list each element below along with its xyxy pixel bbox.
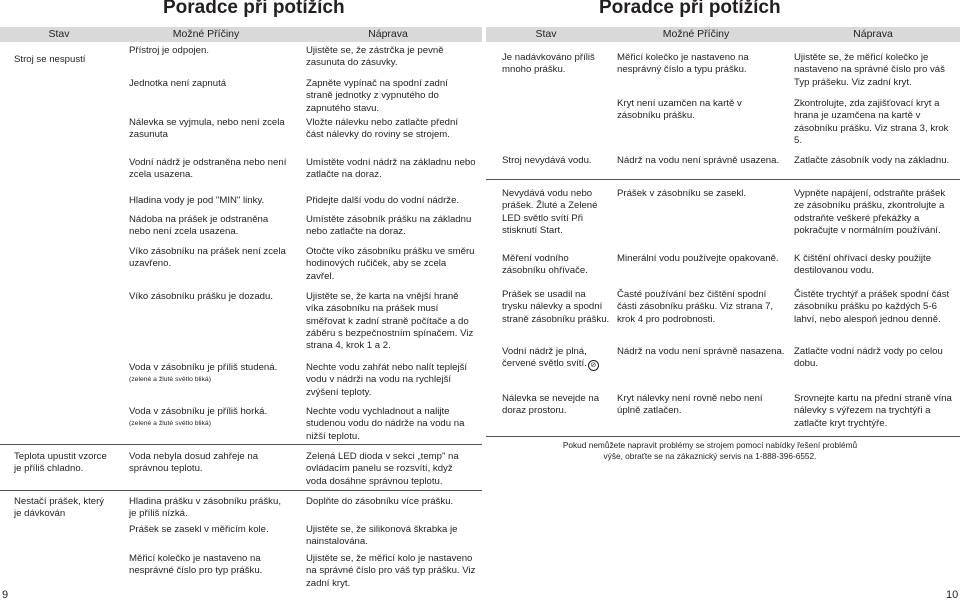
stav-cell: Stroj nevydává vodu.: [502, 155, 592, 166]
fix-cell: Ujistěte se, že měřicí kolo je nastaveno na správné číslo pro váš typ prášku. Viz zadní kryt.: [306, 553, 476, 589]
fix-cell: Srovnejte kartu na přední straně vína nálevky s výřezem na trychtýři a zatlačte kryt trychtýře.: [794, 393, 952, 429]
cause-note: (zelené a žluté světlo bliká): [129, 376, 211, 383]
cause-cell: Měřicí kolečko je nastaveno na nesprávné číslo pro typ prášku.: [129, 553, 263, 577]
cause-cell: Víko zásobníku prášku je dozadu.: [129, 291, 273, 302]
cause-cell: Přístroj je odpojen.: [129, 45, 209, 56]
cause-cell: Hladina vody je pod "MIN" linky.: [129, 195, 265, 206]
fix-cell: Zelená LED dioda v sekci „temp" na ovládacím panelu se rozsvítí, když voda dosáhne správnou teplotu.: [306, 451, 459, 487]
page-number-left: 9: [2, 589, 9, 601]
fix-cell: Ujistěte se, že zástrčka je pevně zasunuta do zásuvky.: [306, 45, 444, 69]
header-stav-left: Stav: [48, 28, 70, 40]
row-divider: [486, 436, 960, 437]
fix-cell: Přidejte další vodu do vodní nádrže.: [306, 195, 460, 206]
stav-text: Vodní nádrž je plná, červené světlo svítí.: [502, 346, 587, 370]
cause-cell: Jednotka není zapnutá: [129, 78, 227, 89]
fix-cell: Čistěte trychtýř a prášek spodní část zásobníku prášku po každých 5-6 lahví, nebo alespoň jednou denně.: [794, 289, 950, 325]
cause-cell: Prášek v zásobníku se zasekl.: [617, 188, 747, 199]
header-priciny-left: Možné Příčiny: [172, 28, 240, 40]
row-divider: [0, 490, 482, 491]
fix-cell: Zkontrolujte, zda zajišťovací kryt a hrana je uzamčena na kartě v zásobníku prášku. Viz strana 3, krok 5.: [794, 98, 949, 146]
stav-cell: [502, 346, 608, 371]
no-drip-icon: ⊘: [588, 360, 599, 371]
header-naprava-right: Náprava: [853, 28, 893, 40]
cause-cell: Časté používání bez čištění spodní části zásobníku prášku. Viz strana 7, krok 4 pro podrobnosti.: [617, 289, 774, 325]
cause-cell: Nálevka se vyjmula, nebo není zcela zasunuta: [129, 117, 285, 141]
fix-cell: Umístěte vodní nádrž na základnu nebo zatlačte na doraz.: [306, 157, 476, 181]
fix-cell: Vypněte napájení, odstraňte prášek ze zásobníku prášku, zkontrolujte a odstraňte veškeré překážky a pokračujte v normálním používání.: [794, 188, 946, 236]
fix-cell: Zapněte vypínač na spodní zadní straně jednotky z vypnutého do zapnutého stavu.: [306, 78, 448, 114]
row-divider: [486, 179, 960, 180]
page-title-left: Poradce při potížích: [163, 0, 345, 18]
page-number-right: 10: [946, 589, 959, 601]
page-title-right: Poradce při potížích: [599, 0, 781, 18]
fix-cell: Zatlačte vodní nádrž vody po celou dobu.: [794, 346, 943, 370]
header-stav-right: Stav: [535, 28, 557, 40]
cause-cell: Kryt nálevky není rovně nebo není úplně zatlačen.: [617, 393, 763, 417]
cause-cell: Hladina prášku v zásobníku prášku, je příliš nízká.: [129, 496, 281, 520]
cause-cell: Nádrž na vodu není správně nasazena.: [617, 346, 785, 357]
cause-cell: Vodní nádrž je odstraněna nebo není zcela usazena.: [129, 157, 287, 181]
cause-cell: Minerální vodu používejte opakovaně.: [617, 253, 779, 264]
cause-cell: Víko zásobníku na prášek není zcela uzavřeno.: [129, 246, 286, 270]
stav-cell: Je nadávkováno příliš mnoho prášku.: [502, 52, 595, 76]
fix-cell: Umístěte zásobník prášku na základnu nebo zatlačte na doraz.: [306, 214, 472, 238]
fix-cell: Vložte nálevku nebo zatlačte přední část nálevky do roviny se strojem.: [306, 117, 459, 141]
cause-cell: Prášek se zasekl v měřicím kole.: [129, 524, 269, 535]
fix-cell: Otočte víko zásobníku prášku ve směru hodinových ručiček, aby se zcela zavřel.: [306, 246, 475, 282]
stav-cell: Nestačí prášek, který je dávkován: [14, 496, 105, 520]
cause-cell: Voda nebyla dosud zahřeje na správnou teplotu.: [129, 451, 259, 475]
cause-cell: Voda v zásobníku je příliš studená.: [129, 362, 278, 373]
fix-cell: Nechte vodu zahřát nebo nalít teplejší vodu v nádrži na vodu na rychlejší zvýšení teploty.: [306, 362, 468, 398]
fix-cell: Doplňte do zásobníku více prášku.: [306, 496, 454, 507]
fix-cell: Ujistěte se, že silikonová škrabka je nainstalována.: [306, 524, 458, 548]
cause-cell: Nádrž na vodu není správně usazena.: [617, 155, 780, 166]
fix-cell: Ujistěte se, že měřicí kolečko je nastaveno na správné číslo pro váš Typ prášeku. Viz zadní kryt.: [794, 52, 945, 88]
fix-cell: Nechte vodu vychladnout a nalijte studenou vodu do nádrže na vodu na nižší teplotu.: [306, 406, 465, 442]
stav-cell: Teplota upustit vzorce je příliš chladno.: [14, 451, 107, 475]
stav-cell: Měření vodního zásobníku ohřívače.: [502, 253, 588, 277]
stav-cell: Nevydává vodu nebo prášek. Žluté a Zelené LED světlo svítí Při stisknutí Start.: [502, 188, 598, 236]
stav-cell: Nálevka se nevejde na doraz prostoru.: [502, 393, 600, 417]
cause-cell: Voda v zásobníku je příliš horká.: [129, 406, 268, 417]
cause-note: (zelené a žluté světlo bliká): [129, 420, 211, 427]
cause-cell: Měřicí kolečko je nastaveno na nesprávný číslo a typu prášku.: [617, 52, 749, 76]
header-priciny-right: Možné Příčiny: [662, 28, 730, 40]
stav-cell: Stroj se nespustí: [14, 54, 86, 65]
fix-cell: Ujistěte se, že karta na vnější hraně víka zásobníku na prášek musí směřovat k zadní straně počítače a do záběru s bezpečnostním spínačem. Viz strana 4, krok 1 a 2.: [306, 291, 474, 352]
cause-cell: Nádoba na prášek je odstraněna nebo není zcela usazena.: [129, 214, 269, 238]
footer-note: Pokud nemůžete napravit problémy se strojem pomocí nabídky řešení problémů výše, obraťte se na zákaznický servis na 1-888-396-6552.: [562, 440, 858, 461]
stav-cell: Prášek se usadil na trysku nálevky a spodní straně zásobníku prášku.: [502, 289, 610, 325]
fix-cell: K čištění ohřívací desky použijte destilovanou vodu.: [794, 253, 932, 277]
fix-cell: Zatlačte zásobník vody na základnu.: [794, 155, 950, 166]
row-divider: [0, 444, 482, 445]
header-naprava-left: Náprava: [368, 28, 408, 40]
cause-cell: Kryt není uzamčen na kartě v zásobníku prášku.: [617, 98, 742, 122]
